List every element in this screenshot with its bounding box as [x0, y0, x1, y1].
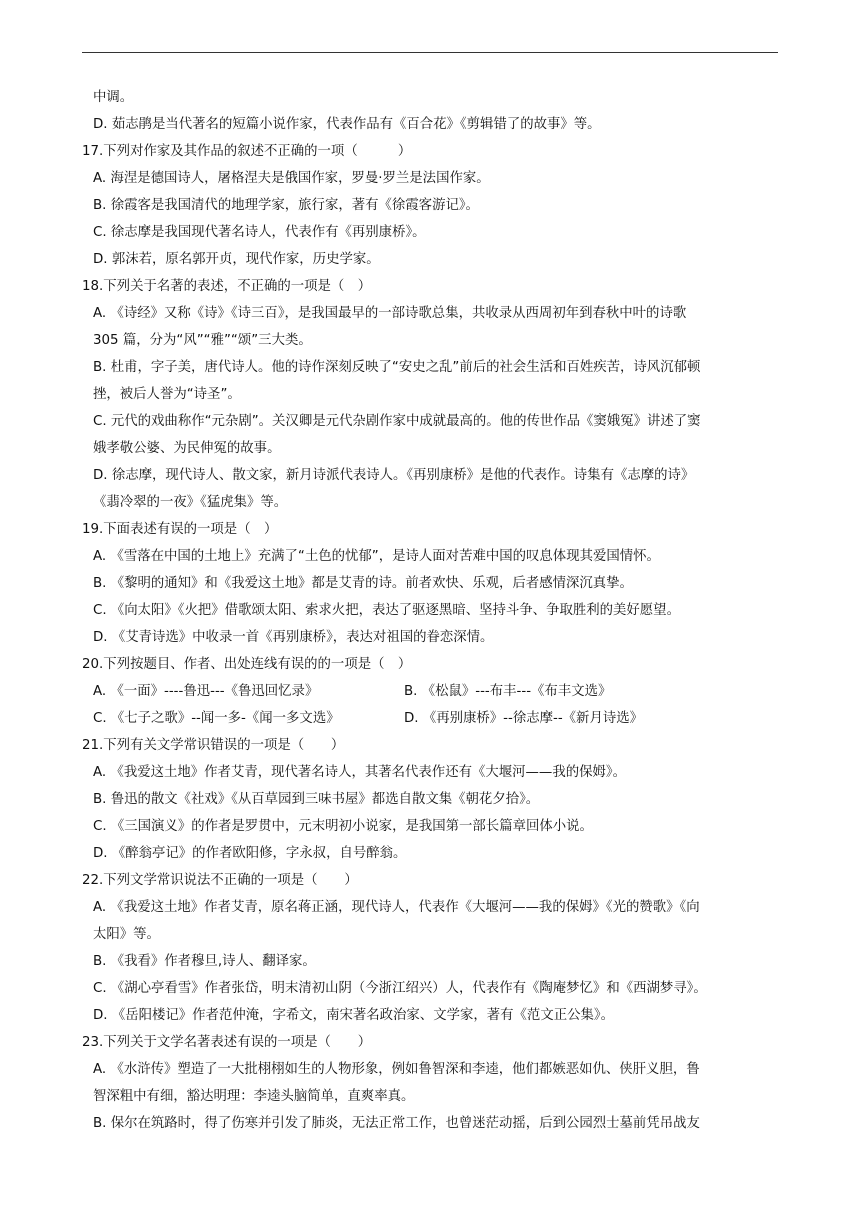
question-stem: 19.下面表述有误的一项是（ ）: [82, 522, 278, 537]
option-line: D. 郭沫若，原名郭开贞，现代作家，历史学家。: [93, 252, 380, 267]
option-line: B. 杜甫，字子美，唐代诗人。他的诗作深刻反映了“安史之乱”前后的社会生活和百姓疾苦，诗风沉郁顿: [93, 360, 701, 375]
question-stem: 23.下列关于文学名著表述有误的一项是（ ）: [82, 1035, 372, 1050]
question-stem: 21.下列有关文学常识错误的一项是（ ）: [82, 738, 345, 753]
document-body: [82, 84, 782, 1137]
option-line: D. 《醉翁亭记》的作者欧阳修，字永叔，自号醉翁。: [93, 846, 407, 861]
option-text: D. 《再别康桥》--徐志摩--《新月诗选》: [404, 711, 644, 726]
continuation-line: 《翡冷翠的一夜》《猛虎集》等。: [93, 495, 288, 510]
continuation-line: 娥孝敬公婆、为民伸冤的故事。: [93, 441, 281, 456]
option-line: D. 《岳阳楼记》作者范仲淹，字希文，南宋著名政治家、文学家，著有《范文正公集》。: [93, 1008, 614, 1023]
option-line: A. 《水浒传》塑造了一大批栩栩如生的人物形象，例如鲁智深和李逵，他们都嫉恶如仇、侠肝义胆，鲁: [93, 1062, 700, 1077]
option-line: B. 保尔在筑路时，得了伤寒并引发了肺炎，无法正常工作，也曾迷茫动摇，后到公园烈士墓前凭吊战友: [93, 1116, 700, 1131]
option-line: B. 徐霞客是我国清代的地理学家，旅行家，著有《徐霞客游记》。: [93, 198, 479, 213]
continuation-line: 305 篇，分为“风”“雅”“颂”三大类。: [93, 333, 312, 348]
option-line: C. 元代的戏曲称作“元杂剧”。关汉卿是元代杂剧作家中成就最高的。他的传世作品《窦娥冤》讲述了窦: [93, 414, 701, 429]
option-line: B. 《黎明的通知》和《我爱这土地》都是艾青的诗。前者欢快、乐观，后者感情深沉真挚。: [93, 576, 633, 591]
option-line: B. 鲁迅的散文《社戏》《从百草园到三味书屋》都选自散文集《朝花夕拾》。: [93, 792, 540, 807]
question-stem: 17.下列对作家及其作品的叙述不正确的一项（ ）: [82, 144, 412, 159]
continuation-line: 太阳》等。: [93, 927, 160, 942]
option-line: A. 《我爱这土地》作者艾青，现代著名诗人，其著名代表作还有《大堰河——我的保姆》。: [93, 765, 626, 780]
option-line: C. 《三国演义》的作者是罗贯中，元末明初小说家，是我国第一部长篇章回体小说。: [93, 819, 593, 834]
option-line: D. 徐志摩，现代诗人、散文家，新月诗派代表诗人。《再别康桥》是他的代表作。诗集有《志摩的诗》: [93, 468, 695, 483]
option-line: A. 《我爱这土地》作者艾青，原名蒋正涵，现代诗人，代表作《大堰河——我的保姆》《光的赞歌》《向: [93, 900, 700, 915]
option-line: C. 《湖心亭看雪》作者张岱，明末清初山阴（今浙江绍兴）人，代表作有《陶庵梦忆》和《西湖梦寻》。: [93, 981, 707, 996]
option-line: B. 《我看》作者穆旦,诗人、翻译家。: [93, 954, 316, 969]
continuation-line: 挫，被后人誉为“诗圣”。: [93, 387, 241, 402]
header-rule: [82, 52, 778, 53]
option-line: A. 《诗经》又称《诗》《诗三百》，是我国最早的一部诗歌总集，共收录从西周初年到春秋中叶的诗歌: [93, 306, 687, 321]
option-text: B. 《松鼠》---布丰---《布丰文选》: [404, 684, 612, 699]
option-line: C. 《向太阳》《火把》借歌颂太阳、索求火把，表达了驱逐黑暗、坚持斗争、争取胜利的美好愿望。: [93, 603, 680, 618]
continuation-line: 中调。: [93, 90, 134, 105]
question-stem: 18.下列关于名著的表述，不正确的一项是（ ）: [82, 279, 372, 294]
option-line: A. 《雪落在中国的土地上》充满了“土色的忧郁”，是诗人面对苦难中国的叹息体现其爱国情怀。: [93, 549, 660, 564]
option-line: D. 《艾青诗选》中收录一首《再别康桥》，表达对祖国的眷恋深情。: [93, 630, 494, 645]
option-pair-row: [82, 678, 782, 705]
continuation-line: 智深粗中有细，豁达明理：李逵头脑简单，直爽率真。: [93, 1089, 415, 1104]
option-line: D. 茹志鹃是当代著名的短篇小说作家，代表作品有《百合花》《剪辑错了的故事》等。: [93, 117, 601, 132]
question-stem: 20.下列按题目、作者、出处连线有误的的一项是（ ）: [82, 657, 412, 672]
option-text: A. 《一面》----鲁迅---《鲁迅回忆录》: [93, 684, 319, 699]
question-stem: 22.下列文学常识说法不正确的一项是（ ）: [82, 873, 358, 888]
option-line: C. 徐志摩是我国现代著名诗人，代表作有《再别康桥》。: [93, 225, 426, 240]
option-pair-row: [82, 705, 782, 732]
option-line: A. 海涅是德国诗人，屠格涅夫是俄国作家，罗曼·罗兰是法国作家。: [93, 171, 490, 186]
option-text: C. 《七子之歌》--闻一多-《闻一多文选》: [93, 711, 340, 726]
